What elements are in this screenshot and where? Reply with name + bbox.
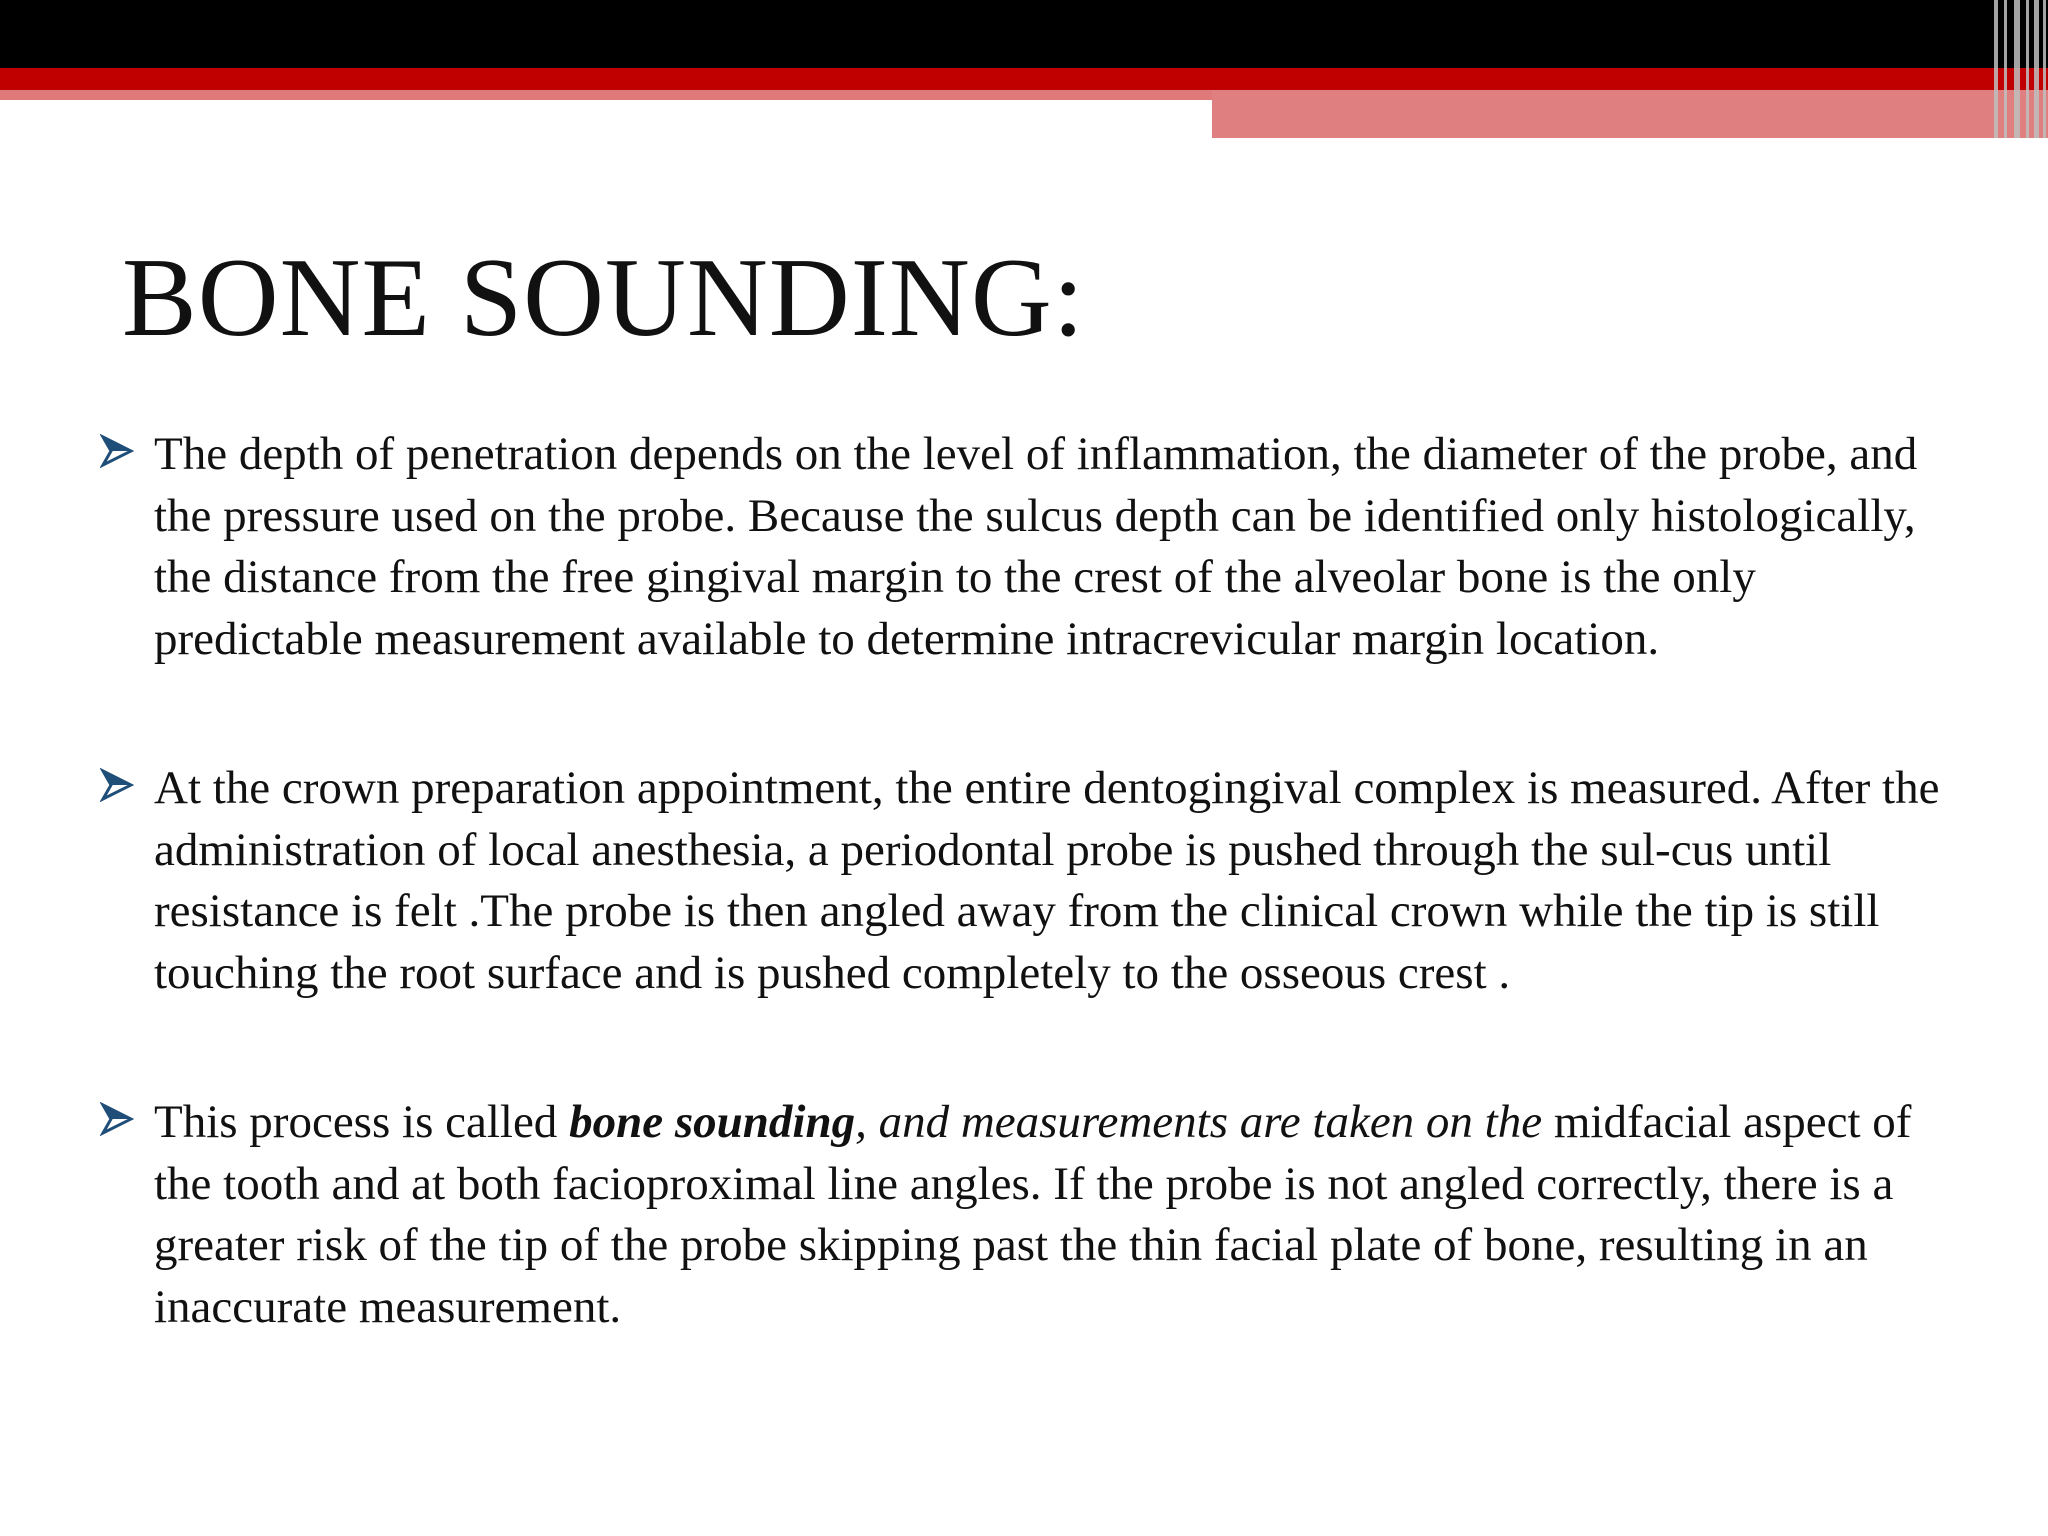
bullet-text-italic: , and measurements are taken on the: [855, 1096, 1543, 1148]
bullet-item: [100, 1092, 1940, 1338]
arrowhead-bullet-icon: [100, 1102, 134, 1136]
arrowhead-bullet-icon: [100, 768, 134, 802]
bullet-text-lead: This process is called: [154, 1096, 570, 1148]
bullet-text: The depth of penetration depends on the level of inflammation, the diameter of the probe, and the pressure used on the probe. Because the sulcus depth can be identified only histologically, the distance from the free gingival margin to the crest of the alveolar bone is the only predictable measurement available to determine intracrevicular margin location.: [154, 428, 1918, 665]
bullet-item: [100, 424, 1940, 670]
bullet-text-rest: midfacial aspect of the tooth and at both facioproximal line angles. If the probe is not angled correctly, there is a greater risk of the tip of the probe skipping past the thin facial plate of bone, resulting in an inaccurate measurement.: [154, 1096, 1912, 1333]
bullet-item: [100, 758, 1940, 1004]
header-pink-strip: [0, 90, 1212, 100]
arrowhead-bullet-icon: [100, 434, 134, 468]
header-pink-block: [1212, 90, 2048, 138]
slide-title: BONE SOUNDING:: [122, 236, 1085, 360]
header-red-band: [0, 68, 2048, 90]
header-edge-stripes: [1988, 0, 2048, 138]
bullet-list: [100, 424, 1940, 1338]
term-bone-sounding: bone sounding: [569, 1096, 856, 1148]
header-black-band: [0, 0, 2048, 68]
bullet-text: At the crown preparation appointment, the entire dentogingival complex is measured. After the administration of local anesthesia, a periodontal probe is pushed through the sul-cus until resistance is felt .The probe is then angled away from the clinical crown while the tip is still touching the root surface and is pushed completely to the osseous crest .: [154, 762, 1940, 999]
